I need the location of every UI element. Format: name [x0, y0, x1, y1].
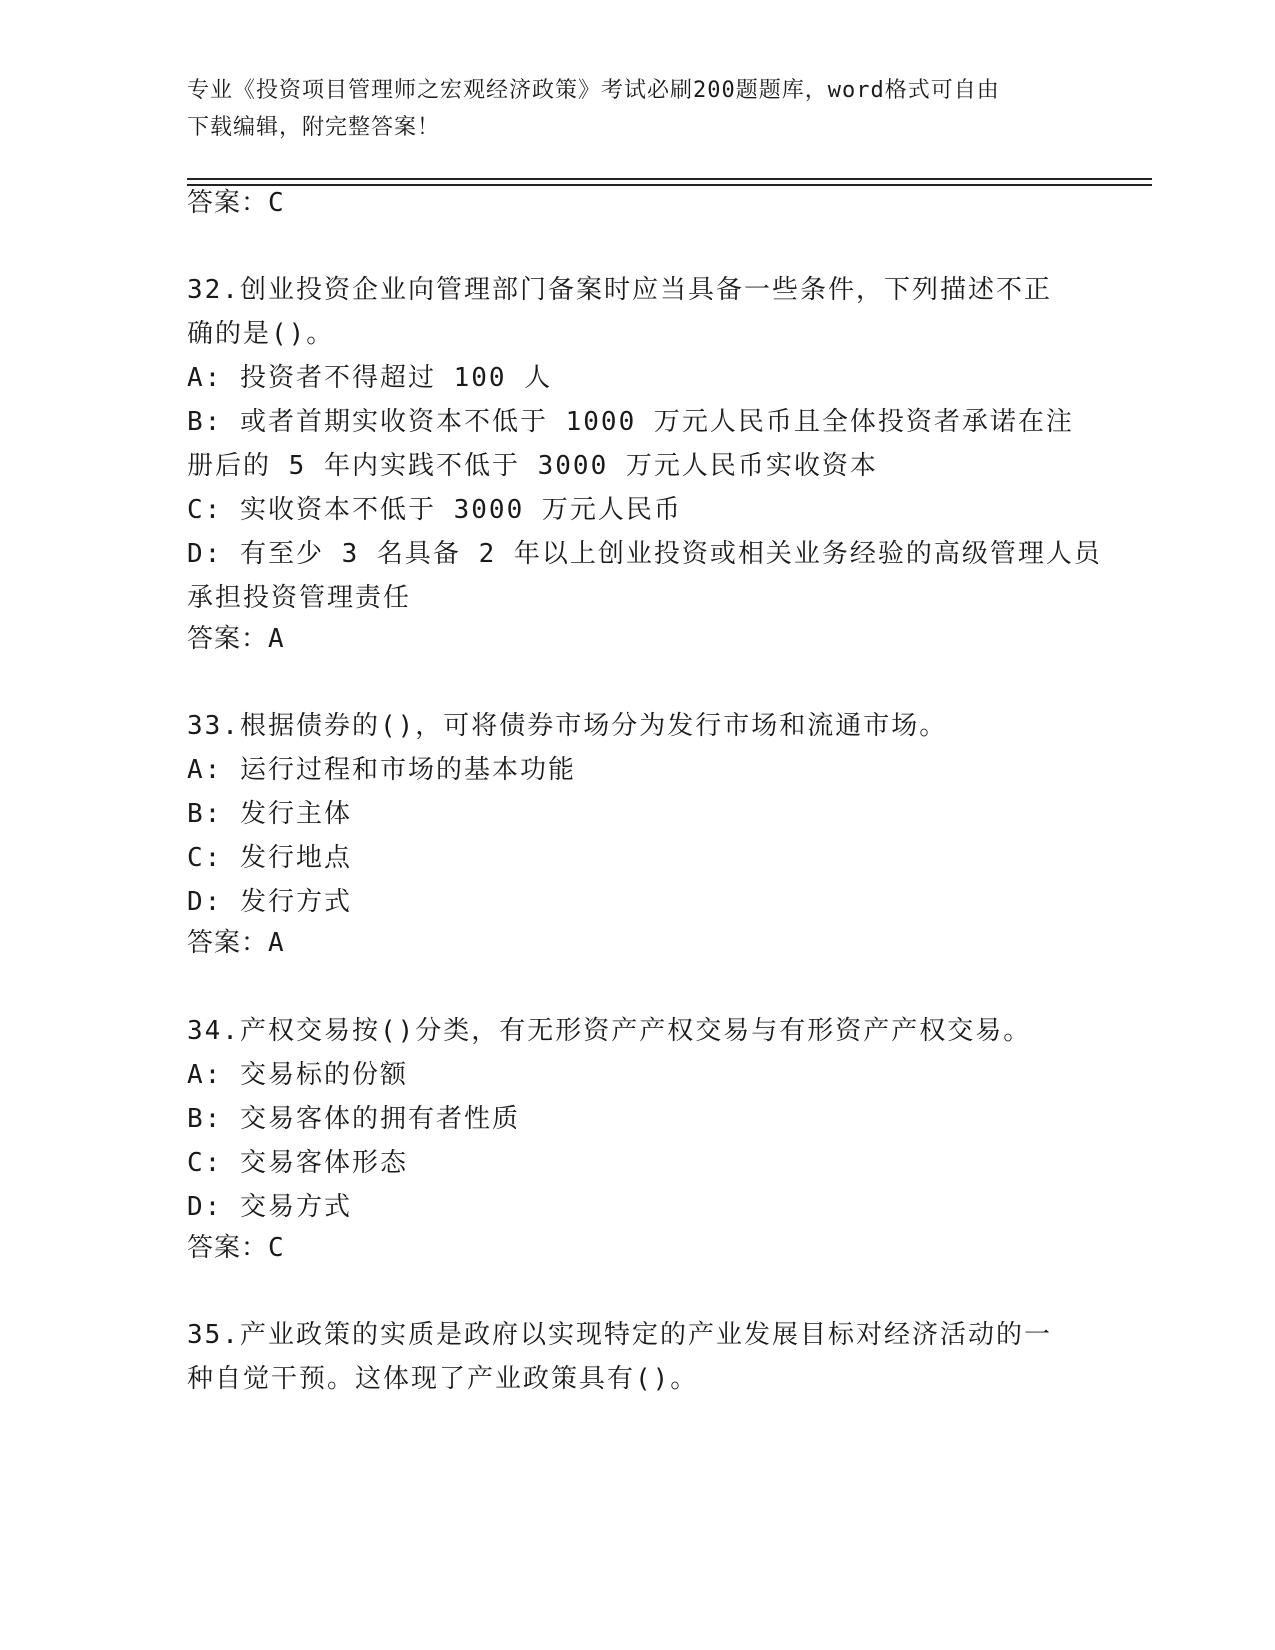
- option-c: C: 发行地点: [187, 843, 352, 873]
- answer-value: C: [268, 1233, 285, 1263]
- option-d-continued: 承担投资管理责任: [187, 583, 412, 613]
- header-divider-bottom: [187, 184, 1152, 186]
- option-c: C: 实收资本不低于 3000 万元人民币: [187, 495, 682, 525]
- answer-label: 答案：: [187, 624, 269, 654]
- answer-value: A: [268, 928, 285, 958]
- question-stem: 34.产权交易按()分类，有无形资产产权交易与有形资产产权交易。: [187, 1016, 1032, 1046]
- option-b-continued: 册后的 5 年内实践不低于 3000 万元人民币实收资本: [187, 451, 878, 481]
- header-intro-line-2: 下载编辑，附完整答案！: [187, 115, 441, 140]
- option-b: B: 交易客体的拥有者性质: [187, 1104, 520, 1134]
- answer-value: A: [268, 624, 285, 654]
- header-intro-line-1: 专业《投资项目管理师之宏观经济政策》考试必刷200题题库，word格式可自由: [187, 78, 1000, 103]
- header-divider-top: [187, 178, 1152, 180]
- answer-label: 答案：: [187, 1233, 269, 1263]
- answer-value: C: [268, 188, 285, 218]
- answer-line: [187, 619, 285, 659]
- document-header: [187, 72, 1067, 146]
- answer-line: [187, 923, 285, 963]
- option-a: A: 交易标的份额: [187, 1060, 408, 1090]
- answer-label: 答案：: [187, 928, 269, 958]
- answer-line: [187, 183, 285, 223]
- answer-line: [187, 1228, 285, 1268]
- option-b: B: 发行主体: [187, 799, 352, 829]
- question-stem: 32.创业投资企业向管理部门备案时应当具备一些条件，下列描述不正: [187, 275, 1052, 305]
- question-stem: 33.根据债券的()，可将债券市场分为发行市场和流通市场。: [187, 711, 948, 741]
- option-c: C: 交易客体形态: [187, 1148, 408, 1178]
- answer-label: 答案：: [187, 188, 269, 218]
- option-d: D: 交易方式: [187, 1192, 352, 1222]
- question-stem-continued: 确的是()。: [187, 319, 335, 349]
- option-d: D: 发行方式: [187, 887, 352, 917]
- option-a: A: 投资者不得超过 100 人: [187, 363, 553, 393]
- option-d: D: 有至少 3 名具备 2 年以上创业投资或相关业务经验的高级管理人员: [187, 539, 1102, 569]
- option-b: B: 或者首期实收资本不低于 1000 万元人民币且全体投资者承诺在注: [187, 407, 1074, 437]
- question-stem-continued: 种自觉干预。这体现了产业政策具有()。: [187, 1364, 699, 1394]
- option-a: A: 运行过程和市场的基本功能: [187, 755, 576, 785]
- question-stem: 35.产业政策的实质是政府以实现特定的产业发展目标对经济活动的一: [187, 1320, 1052, 1350]
